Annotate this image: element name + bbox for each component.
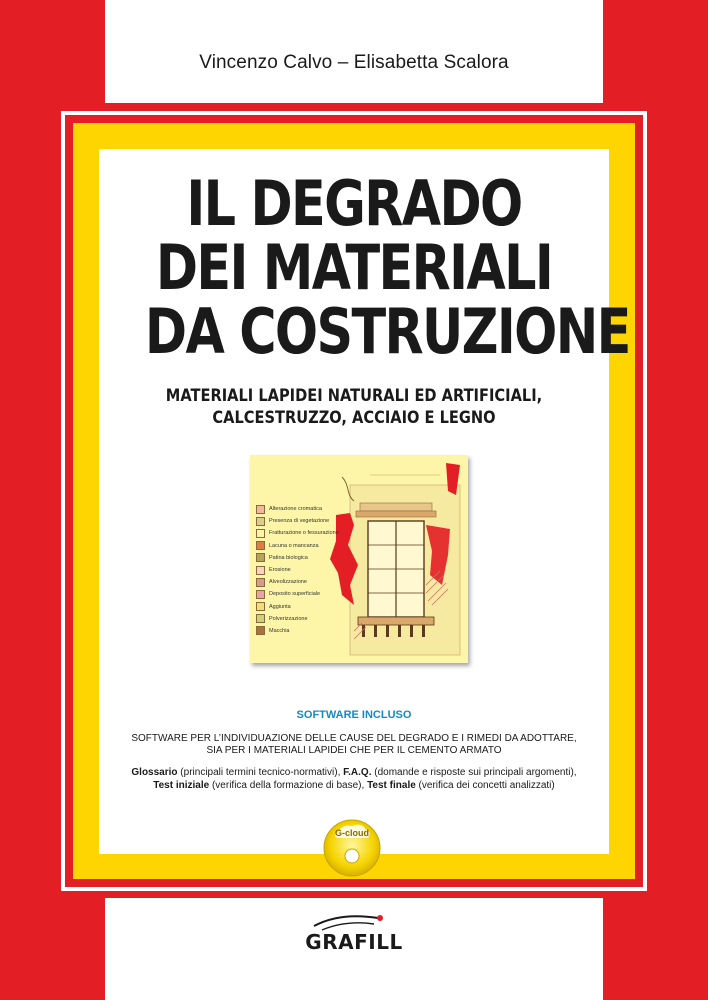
legend [256,503,350,637]
legend-item [256,613,350,625]
feature-detail: (domande e risposte sui principali argomenti), [371,767,577,778]
legend-item [256,515,350,527]
legend-item [256,601,350,613]
publisher-logo [300,908,408,958]
feature-detail: (verifica della formazione di base), [209,780,368,791]
legend-label: Erosione [269,567,291,574]
legend-item [256,625,350,637]
software-description-line-2: SIA PER I MATERIALI LAPIDEI CHE PER IL CEMENTO ARMATO [206,745,502,756]
legend-swatch [256,541,265,550]
legend-swatch [256,566,265,575]
svg-text:G-cloud: G-cloud [335,828,369,838]
legend-swatch [256,505,265,514]
legend-swatch [256,553,265,562]
legend-item [256,552,350,564]
legend-swatch [256,529,265,538]
legend-label: Alterazione cromatica [269,506,322,513]
software-description [99,733,609,757]
feature-detail: (verifica dei concetti analizzati) [415,780,555,791]
feature-name: Glossario [131,767,178,778]
software-features [99,766,609,792]
book-title [144,167,630,368]
legend-label: Patina biologica [269,554,308,561]
feature-name: Test iniziale [153,780,210,791]
publisher-name: GRAFILL [305,930,403,954]
legend-item [256,540,350,552]
software-description-line-1: SOFTWARE PER L’INDIVIDUAZIONE DELLE CAUSE DEL DEGRADO E I RIMEDI DA ADOTTARE, [131,733,577,744]
legend-label: Fratturazione o fessurazione [269,530,339,537]
window-decay-illustration [250,455,468,663]
software-included-label: SOFTWARE INCLUSO [296,709,412,721]
legend-swatch [256,602,265,611]
authors: Vincenzo Calvo – Elisabetta Scalora [199,52,509,73]
legend-swatch [256,590,265,599]
legend-label: Lacuna o mancanza [269,542,319,549]
gcloud-badge [322,810,382,882]
gcloud-disc-icon [322,810,382,882]
legend-swatch [256,626,265,635]
legend-item [256,527,350,539]
legend-swatch [256,614,265,623]
feature-detail: (principali termini tecnico-normativi), [177,767,344,778]
legend-swatch [256,517,265,526]
subtitle-line-1: MATERIALI LAPIDEI NATURALI ED ARTIFICIALI, [165,386,543,406]
legend-label: Macchia [269,627,290,634]
legend-swatch [256,578,265,587]
legend-label: Alveolizzazione [269,579,307,586]
subtitle-line-2: CALCESTRUZZO, ACCIAIO E LEGNO [212,408,496,428]
legend-item [256,588,350,600]
legend-item [256,576,350,588]
legend-label: Presenza di vegetazione [269,518,330,525]
legend-item [256,503,350,515]
title-line-3: DA COSTRUZIONE [144,295,630,368]
book-subtitle [135,385,574,429]
title-line-2: DEI MATERIALI [155,231,553,304]
title-line-1: IL DEGRADO [186,167,522,240]
feature-name: F.A.Q. [343,767,372,778]
feature-name: Test finale [367,780,416,791]
legend-label: Deposito superficiale [269,591,321,598]
legend-label: Aggiunta [269,603,291,610]
legend-label: Polverizzazione [269,615,308,622]
legend-item [256,564,350,576]
